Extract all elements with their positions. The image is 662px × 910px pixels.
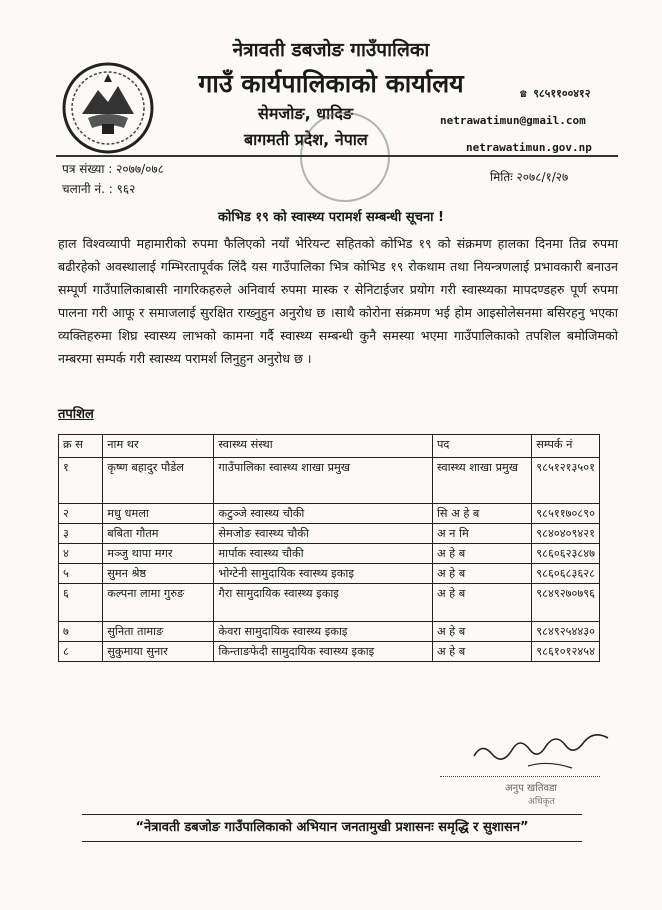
signatory-name: अनुप खतिवडा <box>505 783 558 794</box>
header-serial: क्र स <box>59 435 103 458</box>
date <box>490 168 568 185</box>
cell-contact: ९८६०६८३६२८ <box>532 564 600 584</box>
notice-body: हाल विश्वव्यापी महामारीको रुपमा फैलिएको नयाँ भेरियन्ट सहितको कोभिड १९ को संक्रमण हालका दिनमा तिव्र रुपमा बढीरहेको अवस्थालाई गम्भिरतापूर्वक लिंदै यस गाउँपालिका भित्र कोभिड १९ रोकथाम तथा नियन्त्रणलाई प्रभावकारी बनाउन सम्पूर्ण गाउँपालिकाबासी नागरिकहरुले अनिवार्य रुपमा मास्क र सेनिटाईजर प्रयोग गरी स्वास्थ्यका मापदण्डहरु पूर्ण रुपमा पालना गरी आफू र समाजलाई सुरक्षित राख्नुहुन अनुरोध छ ।साथै कोरोना संक्रमण भई होम आइसोलेसनमा बसिरहनु भएका व्यक्तिहरुमा शिघ्र स्वास्थ्य लाभको कामना गर्दै स्वास्थ्य सम्बन्धी कुनै समस्या भएमा गाउँपालिकाको तपशिल बमोजिमको नम्बरमा सम्पर्क गरी स्वास्थ्य परामर्श लिनुहुन अनुरोध छ । <box>58 236 618 366</box>
cell-serial: ५ <box>59 564 103 584</box>
header-position: पद <box>432 435 531 458</box>
cell-name: कृष्ण बहादुर पौडेल <box>103 458 214 504</box>
table-row <box>59 524 600 544</box>
signature-line <box>440 776 600 777</box>
cell-serial: २ <box>59 504 103 524</box>
office-name: गाउँ कार्यपालिकाको कार्यालय <box>198 69 464 98</box>
cell-institution: गैरा सामुदायिक स्वास्थ्य इकाइ <box>214 584 433 622</box>
cell-contact: ९८६०६२३८४७ <box>532 544 600 564</box>
cell-institution: सेमजोङ स्वास्थ्य चौकी <box>214 524 433 544</box>
contact-table <box>58 434 600 662</box>
cell-name: बबिता गौतम <box>103 524 214 544</box>
cell-institution: कटुञ्जे स्वास्थ्य चौकी <box>214 504 433 524</box>
cell-contact: ९८६१०१२४५४ <box>532 642 600 662</box>
header-name: नाम थर <box>103 435 214 458</box>
cell-contact: ९८४०४०९४२१ <box>532 524 600 544</box>
cell-name: सुमन श्रेष्ठ <box>103 564 214 584</box>
phone-number: ☎ ९८५११००४१२ <box>520 87 591 100</box>
chalani-label: चलानी नं. : <box>62 182 113 196</box>
section-title: तपशिल <box>58 407 94 422</box>
cell-position: अ हे ब <box>432 642 531 662</box>
cell-position: अ हे ब <box>432 584 531 622</box>
cell-position: सि अ हे ब <box>432 504 531 524</box>
table-row <box>59 504 600 524</box>
cell-institution: किन्ताङफेदी सामुदायिक स्वास्थ्य इकाइ <box>214 642 433 662</box>
cell-name: सुकुमाया सुनार <box>103 642 214 662</box>
header-contact: सम्पर्क नं <box>532 435 600 458</box>
signature-mark <box>468 716 618 780</box>
cell-contact: ९८५१२१३५०१ <box>532 458 600 504</box>
office-location: सेमजोङ, धादिङ <box>258 104 354 123</box>
table-row <box>59 544 600 564</box>
date-label: मितिः <box>490 170 513 184</box>
cell-serial: ८ <box>59 642 103 662</box>
cell-position: अ हे ब <box>432 622 531 642</box>
cell-name: कल्पना लामा गुरुङ <box>103 584 214 622</box>
chalani-value: ९६२ <box>116 182 136 196</box>
patra-label: पत्र संख्या : <box>62 162 113 176</box>
notice-subject: कोभिड १९ को स्वास्थ्य परामर्श सम्बन्धी सूचना ! <box>217 210 444 225</box>
cell-position: अ हे ब <box>432 564 531 584</box>
header-divider <box>56 155 618 157</box>
table-row <box>59 458 600 504</box>
table-row <box>59 584 600 622</box>
table-row <box>59 564 600 584</box>
cell-institution: केवरा सामुदायिक स्वास्थ्य इकाइ <box>214 622 433 642</box>
cell-serial: ४ <box>59 544 103 564</box>
cell-name: सुनिता तामाङ <box>103 622 214 642</box>
cell-name: मधु धमला <box>103 504 214 524</box>
patra-sankhya <box>62 160 164 177</box>
cell-contact: ९८५११७०८९० <box>532 504 600 524</box>
cell-position: स्वास्थ्य शाखा प्रमुख <box>432 458 531 504</box>
header-institution: स्वास्थ्य संस्था <box>214 435 433 458</box>
chalani-number <box>62 180 135 197</box>
cell-contact: ९८४९२७०७९६ <box>532 584 600 622</box>
website-url: netrawatimun.gov.np <box>466 141 592 154</box>
municipality-name: नेत्रावती डबजोङ गाउँपालिका <box>232 39 430 61</box>
cell-serial: ६ <box>59 584 103 622</box>
cell-position: अ हे ब <box>432 544 531 564</box>
table-row <box>59 622 600 642</box>
cell-position: अ न मि <box>432 524 531 544</box>
cell-name: मञ्जु थापा मगर <box>103 544 214 564</box>
footer-slogan: “नेत्रावती डबजोङ गाउँपालिकाको अभियान जनतामुखी प्रशासनः समृद्धि र सुशासन” <box>82 814 582 842</box>
table-header-row <box>59 435 600 458</box>
patra-value: २०७७/०७८ <box>116 162 164 176</box>
office-stamp <box>300 112 390 202</box>
cell-serial: ३ <box>59 524 103 544</box>
cell-institution: गाउँपालिका स्वास्थ्य शाखा प्रमुख <box>214 458 433 504</box>
cell-contact: ९८४९२५४४३० <box>532 622 600 642</box>
office-province: बागमती प्रदेश, नेपाल <box>244 130 368 149</box>
date-value: २०७८/१/२७ <box>516 170 569 184</box>
table-row <box>59 642 600 662</box>
cell-institution: भोग्टेनी सामुदायिक स्वास्थ्य इकाइ <box>214 564 433 584</box>
signatory-title: अधिकृत <box>528 797 555 807</box>
email-address: netrawatimun@gmail.com <box>440 114 586 127</box>
cell-serial: ७ <box>59 622 103 642</box>
cell-institution: मार्पाक स्वास्थ्य चौकी <box>214 544 433 564</box>
cell-serial: १ <box>59 458 103 504</box>
